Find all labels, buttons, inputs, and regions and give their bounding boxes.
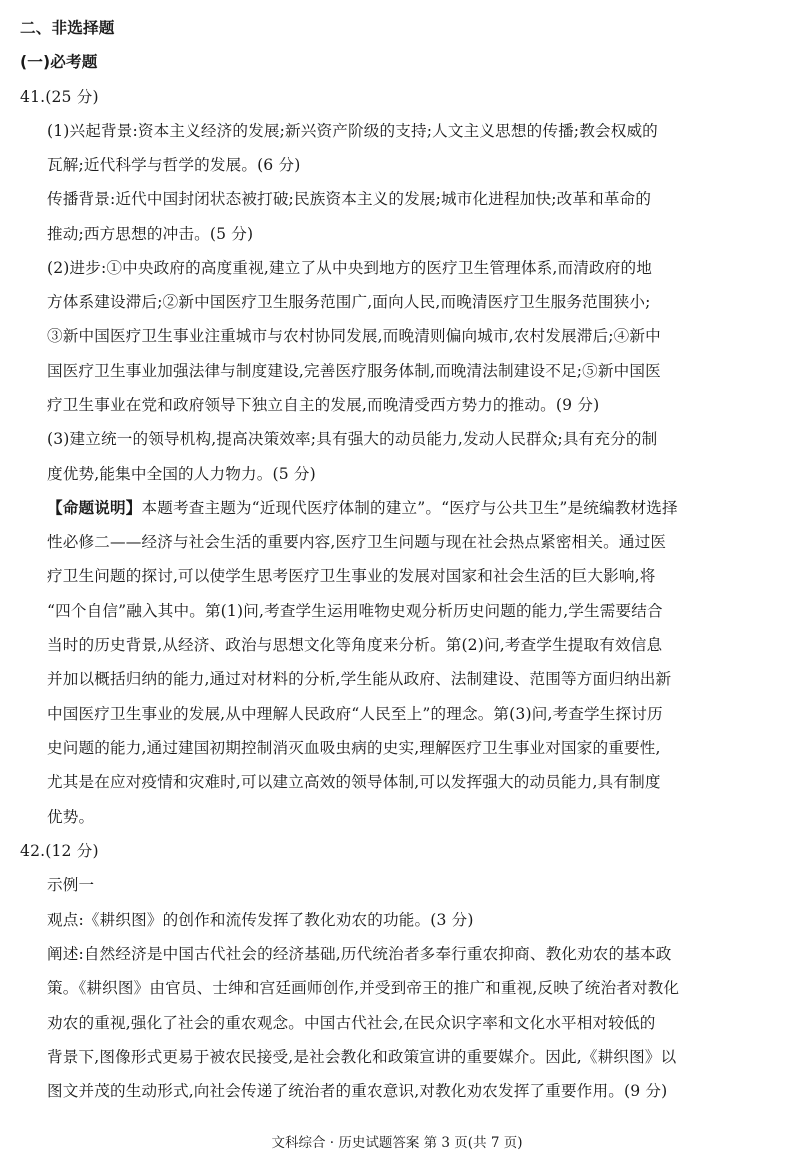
q41-part2-line: 方体系建设滞后;②新中国医疗卫生服务范围广,面向人民,而晚清医疗卫生服务范围狭小;: [47, 293, 651, 311]
q41-part3-line: (3)建立统一的领导机构,提高决策效率;具有强大的动员能力,发动人民群众;具有充分的制: [47, 430, 658, 448]
q41-spread-line: 推动;西方思想的冲击。(5 分): [47, 225, 254, 243]
q41-part2-line: ③新中国医疗卫生事业注重城市与农村协同发展,而晚清则偏向城市,农村发展滞后;④新中: [47, 327, 661, 345]
q41-note-line: 史问题的能力,通过建国初期控制消灭血吸虫病的史实,理解医疗卫生事业对国家的重要性,: [47, 739, 661, 757]
page-footer: 文科综合 · 历史试题答案 第 3 页(共 7 页): [271, 1135, 523, 1151]
q41-part2-line: 疗卫生事业在党和政府领导下独立自主的发展,而晚清受西方势力的推动。(9 分): [47, 396, 600, 414]
q41-note-line: 并加以概括归纳的能力,通过对材料的分析,学生能从政府、法制建设、范围等方面归纳出新: [47, 670, 672, 688]
q41-note-line: 尤其是在应对疫情和灾难时,可以建立高效的领导体制,可以发挥强大的动员能力,具有制度: [47, 773, 661, 791]
q41-part2-line: (2)进步:①中央政府的高度重视,建立了从中央到地方的医疗卫生管理体系,而清政府的地: [47, 259, 652, 277]
section-title: 二、非选择题: [20, 19, 115, 37]
q41-spread-line: 传播背景:近代中国封闭状态被打破;民族资本主义的发展;城市化进程加快;改革和革命的: [47, 190, 652, 208]
q42-viewpoint: 观点:《耕织图》的创作和流传发挥了教化劝农的功能。(3 分): [47, 911, 474, 929]
q41-note-line: 中国医疗卫生事业的发展,从中理解人民政府“人民至上”的理念。第(3)问,考查学生探讨历: [47, 705, 663, 723]
q41-note-line: 当时的历史背景,从经济、政治与思想文化等角度来分析。第(2)问,考查学生提取有效信息: [47, 636, 663, 654]
q42-argument-line: 阐述:自然经济是中国古代社会的经济基础,历代统治者多奉行重农抑商、教化劝农的基本政: [47, 945, 672, 963]
q41-part2-line: 国医疗卫生事业加强法律与制度建设,完善医疗服务体制,而晚清法制建设不足;⑤新中国医: [47, 362, 661, 380]
subsection-title: (一)必考题: [20, 53, 98, 71]
q41-part1-line: (1)兴起背景:资本主义经济的发展;新兴资产阶级的支持;人文主义思想的传播;教会权威的: [47, 122, 658, 140]
note-label: 【命题说明】: [47, 499, 142, 517]
q42-argument-line: 图文并茂的生动形式,向社会传递了统治者的重农意识,对教化劝农发挥了重要作用。(9 分): [47, 1082, 668, 1100]
question-42-header: 42.(12 分): [20, 842, 99, 860]
q41-note-line: 疗卫生问题的探讨,可以使学生思考医疗卫生事业的发展对国家和社会生活的巨大影响,将: [47, 567, 656, 585]
note-text: 本题考查主题为“近现代医疗体制的建立”。“医疗与公共卫生”是统编教材选择: [141, 499, 678, 517]
q41-note-line: [47, 498, 678, 518]
q41-note-line: 性必修二——经济与社会生活的重要内容,医疗卫生问题与现在社会热点紧密相关。通过医: [47, 533, 667, 551]
q41-note-line: 优势。: [47, 808, 95, 826]
q42-argument-line: 劝农的重视,强化了社会的重农观念。中国古代社会,在民众识字率和文化水平相对较低的: [47, 1014, 656, 1032]
q41-note-line: “四个自信”融入其中。第(1)问,考查学生运用唯物史观分析历史问题的能力,学生需要结合: [47, 602, 663, 620]
q42-argument-line: 策。《耕织图》由官员、士绅和宫廷画师创作,并受到帝王的推广和重视,反映了统治者对教化: [47, 979, 680, 997]
q42-argument-line: 背景下,图像形式更易于被农民接受,是社会教化和政策宣讲的重要媒介。因此,《耕织图》以: [47, 1048, 677, 1066]
q41-part3-line: 度优势,能集中全国的人力物力。(5 分): [47, 465, 316, 483]
q41-part1-line: 瓦解;近代科学与哲学的发展。(6 分): [47, 156, 301, 174]
question-41-header: 41.(25 分): [20, 88, 99, 106]
q42-example-label: 示例一: [47, 876, 95, 894]
